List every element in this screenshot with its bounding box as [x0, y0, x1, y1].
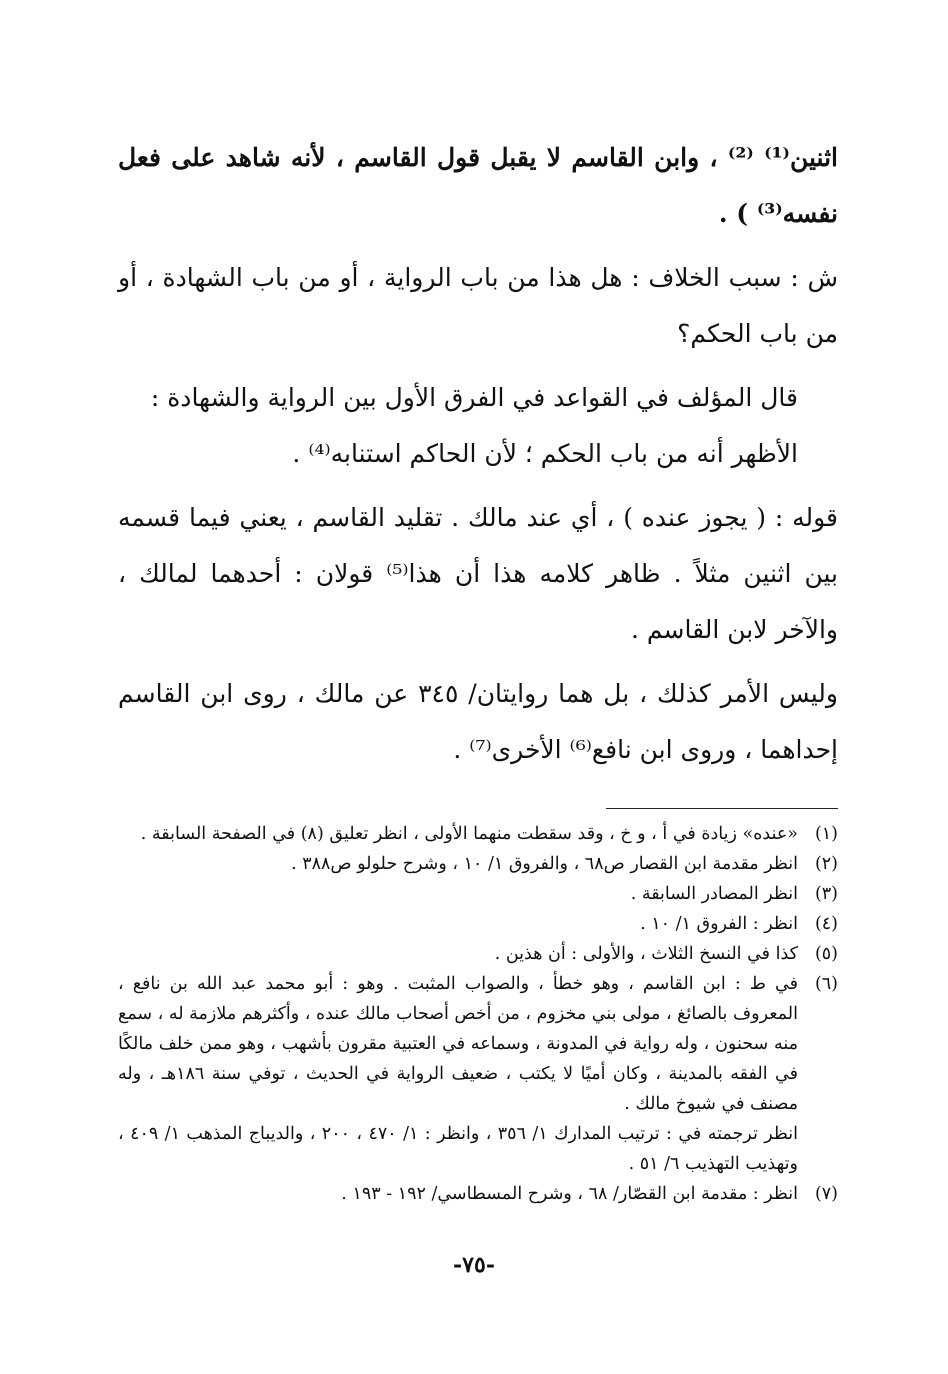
paragraph-1: اثنين⁽¹⁾ ⁽²⁾ ، وابن القاسم لا يقبل قول القاسم ، لأنه شاهد على فعل نفسه⁽³⁾ ) .: [118, 143, 838, 228]
footnote-6: [118, 969, 838, 1179]
page-number: -٧٥-: [453, 1252, 495, 1278]
footnote-text: في ط : ابن القاسم ، وهو خطأ ، والصواب المثبت . وهو : أبو محمد عبد الله بن نافع ، المعروف بالصائغ ، مولى بني مخزوم ، من أخص أصحاب مالك عنده ، وأكثرهم ملازمة له ، سمع منه سحنون ، وله رواية في المدونة ، وسماعه في العتبية مقرون بأشهب ، وهو ممن خلف مالكًا في الفقه بالمدينة ، وكان أميًا لا يكتب ، ضعيف الرواية في الحديث ، توفي سنة ١٨٦هـ ، وله مصنف في شيوخ مالك .: [118, 974, 798, 1114]
footnote-text: انظر المصادر السابقة .: [630, 884, 798, 904]
footnote-2: [118, 849, 838, 879]
footnote-separator: [606, 808, 838, 809]
footnote-text: انظر : الفروق ١/ ١٠ .: [640, 914, 798, 934]
page-content: [118, 130, 838, 1209]
footnote-number: (٤): [814, 914, 838, 934]
footnote-text: «عنده» زيادة في أ ، و خ ، وقد سقطت منهما الأولى ، انظر تعليق (٨) في الصفحة السابقة .: [140, 824, 798, 844]
footnote-text: كذا في النسخ الثلاث ، والأولى : أن هذين .: [494, 944, 798, 964]
footnote-number: (٥): [814, 944, 838, 964]
footnote-text: انظر : مقدمة ابن القصّار/ ٦٨ ، وشرح المسطاسي/ ١٩٢ - ١٩٣ .: [341, 1184, 798, 1204]
footnote-7: [118, 1179, 838, 1209]
footnote-3: [118, 879, 838, 909]
paragraph-4: الأظهر أنه من باب الحكم ؛ لأن الحاكم استنابه⁽⁴⁾ .: [292, 439, 798, 468]
footnote-number: (٦): [814, 974, 838, 994]
paragraph-5: قوله : ( يجوز عنده ) ، أي عند مالك . تقليد القاسم ، يعني فيما قسمه بين اثنين مثلاً . ظاهر كلامه هذا أن هذا⁽⁵⁾ قولان : أحدهما لمالك ، والآخر لابن القاسم .: [118, 503, 839, 644]
footnote-number: (١): [814, 824, 838, 844]
footnote-text: انظر مقدمة ابن القصار ص٦٨ ، والفروق ١/ ١٠ ، وشرح حلولو ص٣٨٨ .: [291, 854, 798, 874]
paragraph-3: قال المؤلف في القواعد في الفرق الأول بين الرواية والشهادة :: [150, 383, 798, 412]
footnote-5: [118, 939, 838, 969]
footnote-1: [118, 819, 838, 849]
footnote-number: (٣): [814, 884, 838, 904]
footnotes: [118, 819, 838, 1209]
footnote-4: [118, 909, 838, 939]
main-text: [118, 130, 838, 778]
paragraph-6: وليس الأمر كذلك ، بل هما روايتان/ ٣٤٥ عن مالك ، روى ابن القاسم إحداهما ، وروى ابن نافع⁽⁶⁾ الأخرى⁽⁷⁾ .: [118, 679, 839, 764]
paragraph-2: ش : سبب الخلاف : هل هذا من باب الرواية ، أو من باب الشهادة ، أو من باب الحكم؟: [118, 263, 838, 348]
footnote-text-references: انظر ترجمته في : ترتيب المدارك ١/ ٣٥٦ ، وانظر : ١/ ٤٧٠ ، ٢٠٠ ، والديباج المذهب ١/ ٤٠٩ ، وتهذيب التهذيب ٦/ ٥١ .: [118, 1124, 798, 1174]
footnote-number: (٧): [814, 1184, 838, 1204]
footnote-number: (٢): [814, 854, 838, 874]
